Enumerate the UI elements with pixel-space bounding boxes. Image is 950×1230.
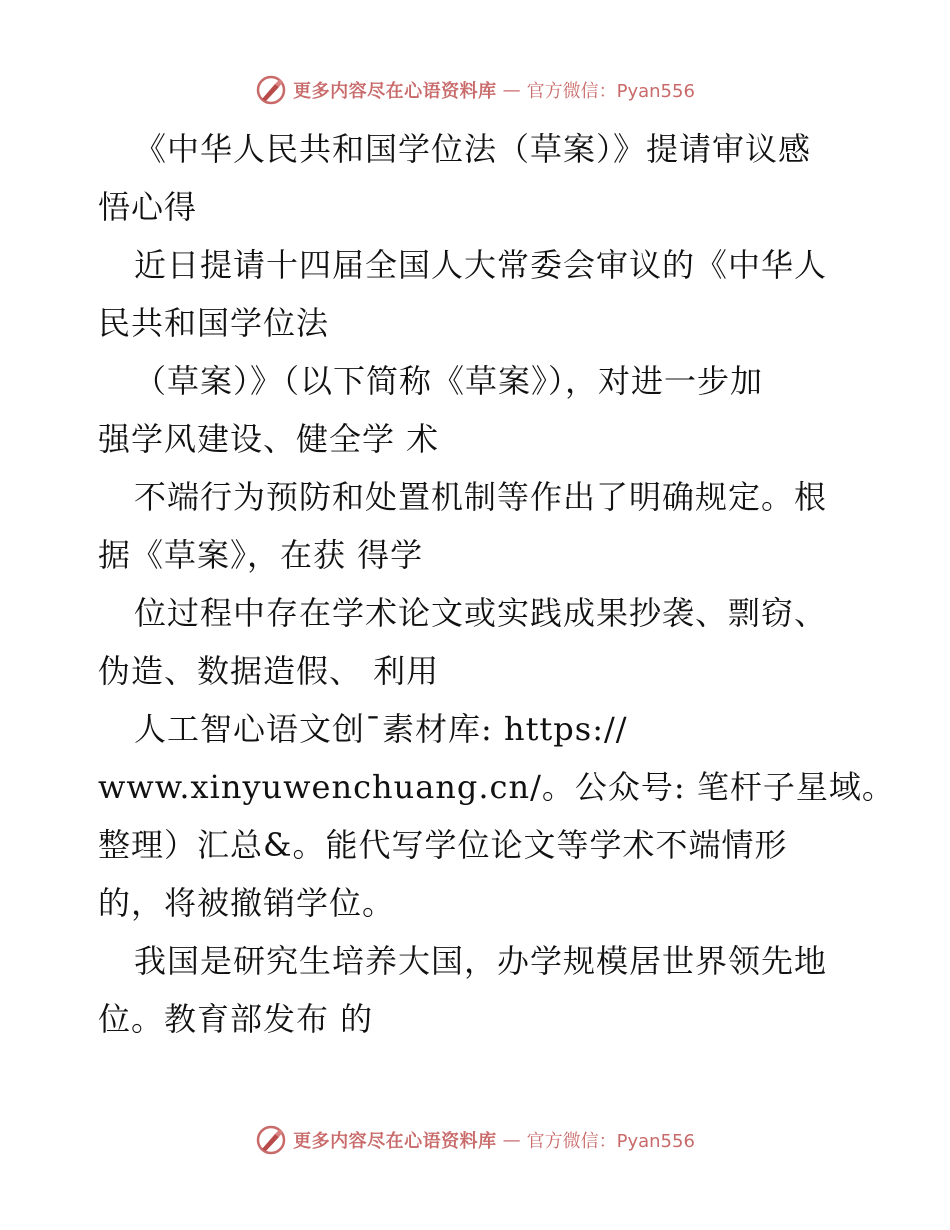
footer-banner [0, 1120, 950, 1160]
text-line: 据《草案》，在获 得学 [98, 536, 424, 574]
text-line: 民共和国学位法 [98, 304, 330, 342]
text-line: www.xinyuwenchuang.cn/。公众号: 笔杆子星域。 [98, 768, 895, 806]
banner-separator: — [502, 79, 521, 101]
pen-logo-icon [255, 74, 287, 106]
text-line: 人工智心语文创¯素材库: https:// [134, 710, 628, 748]
banner-separator: — [502, 1129, 521, 1151]
text-line: 位过程中存在学术论文或实践成果抄袭、剽窃、 [134, 594, 828, 632]
text-line: 的，将被撤销学位。 [98, 884, 396, 922]
banner-wechat: 官方微信：Pyan556 [526, 1131, 695, 1152]
text-line: 我国是研究生培养大国，办学规模居世界领先地 [134, 942, 828, 980]
text-line: 不端行为预防和处置机制等作出了明确规定。根 [134, 478, 828, 516]
text-line: 伪造、数据造假、 利用 [98, 652, 440, 690]
banner-title: 更多内容尽在心语资料库 [293, 1131, 497, 1152]
document-body [98, 120, 895, 1048]
text-line: （草案）》（以下简称《草案》），对进一步加 [134, 362, 764, 400]
header-banner [0, 70, 950, 110]
text-line: 整理）汇总&。能代写学位论文等学术不端情形 [98, 826, 788, 864]
text-line: 悟心得 [98, 188, 198, 226]
text-line: 近日提请十四届全国人大常委会审议的《中华人 [134, 246, 828, 284]
pen-logo-icon [255, 1124, 287, 1156]
text-line: 强学风建设、健全学 术 [98, 420, 440, 458]
text-line: 位。教育部发布 的 [98, 1000, 374, 1038]
banner-title: 更多内容尽在心语资料库 [293, 81, 497, 102]
banner-wechat: 官方微信：Pyan556 [526, 81, 695, 102]
text-line: 《中华人民共和国学位法（草案）》提请审议感 [134, 130, 812, 168]
